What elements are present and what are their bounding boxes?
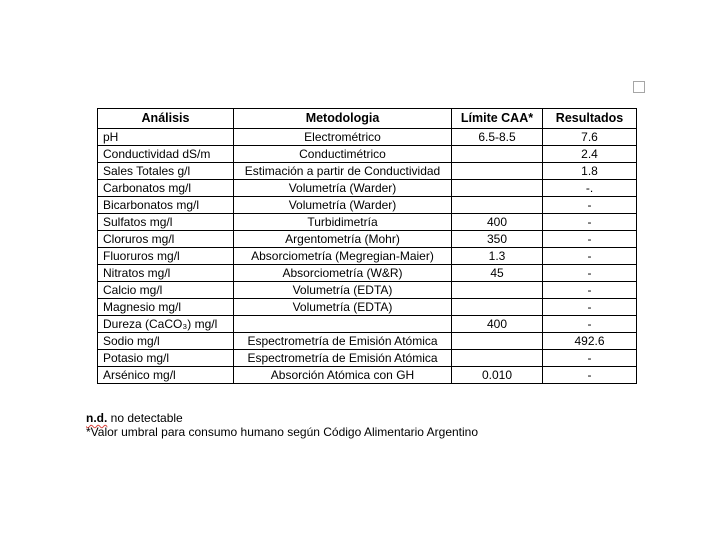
table-row <box>98 299 637 316</box>
header-metodologia: Metodologia <box>234 109 452 129</box>
cell-limite <box>452 282 543 299</box>
nd-note <box>86 411 478 425</box>
cell-metodologia: Espectrometría de Emisión Atómica <box>234 333 452 350</box>
cell-resultado: 492.6 <box>543 333 637 350</box>
cell-metodologia: Volumetría (Warder) <box>234 197 452 214</box>
cell-limite: 400 <box>452 316 543 333</box>
cell-resultado: -. <box>543 180 637 197</box>
cell-limite <box>452 163 543 180</box>
cell-metodologia: Absorción Atómica con GH <box>234 367 452 384</box>
cell-limite <box>452 146 543 163</box>
cell-limite <box>452 180 543 197</box>
cell-metodologia: Absorciometría (W&R) <box>234 265 452 282</box>
cell-resultado: - <box>543 282 637 299</box>
table-row <box>98 316 637 333</box>
cell-resultado: - <box>543 197 637 214</box>
cell-limite: 0.010 <box>452 367 543 384</box>
cell-limite <box>452 197 543 214</box>
footnotes <box>86 411 478 439</box>
table-row <box>98 197 637 214</box>
table-header-row <box>98 109 637 129</box>
table-row <box>98 214 637 231</box>
cell-metodologia: Electrométrico <box>234 129 452 146</box>
cell-analisis: Carbonatos mg/l <box>98 180 234 197</box>
cell-analisis: Dureza (CaCO₃) mg/l <box>98 316 234 333</box>
cell-metodologia: Volumetría (EDTA) <box>234 299 452 316</box>
header-resultados: Resultados <box>543 109 637 129</box>
cell-resultado: 2.4 <box>543 146 637 163</box>
caa-note: *Valor umbral para consumo humano según Código Alimentario Argentino <box>86 425 479 439</box>
cell-resultado: 7.6 <box>543 129 637 146</box>
cell-resultado: - <box>543 299 637 316</box>
cell-analisis: Potasio mg/l <box>98 350 234 367</box>
cell-limite <box>452 299 543 316</box>
table-row <box>98 248 637 265</box>
cell-resultado: 1.8 <box>543 163 637 180</box>
cell-analisis: Nitratos mg/l <box>98 265 234 282</box>
cell-analisis: Conductividad dS/m <box>98 146 234 163</box>
cell-limite <box>452 350 543 367</box>
cell-metodologia: Argentometría (Mohr) <box>234 231 452 248</box>
table-row <box>98 146 637 163</box>
nd-text: no detectable <box>107 411 183 425</box>
cell-metodologia: Conductimétrico <box>234 146 452 163</box>
cell-metodologia: Turbidimetría <box>234 214 452 231</box>
table-row <box>98 282 637 299</box>
cell-analisis: pH <box>98 129 234 146</box>
table-row <box>98 129 637 146</box>
header-limite: Límite CAA* <box>452 109 543 129</box>
cell-analisis: Sales Totales g/l <box>98 163 234 180</box>
cell-resultado: - <box>543 265 637 282</box>
cell-resultado: - <box>543 214 637 231</box>
cell-limite <box>452 333 543 350</box>
cell-analisis: Sodio mg/l <box>98 333 234 350</box>
cell-resultado: - <box>543 248 637 265</box>
cell-analisis: Calcio mg/l <box>98 282 234 299</box>
cell-resultado: - <box>543 316 637 333</box>
cell-resultado: - <box>543 367 637 384</box>
cell-metodologia: Volumetría (Warder) <box>234 180 452 197</box>
cell-resultado: - <box>543 350 637 367</box>
table-row <box>98 231 637 248</box>
cell-analisis: Bicarbonatos mg/l <box>98 197 234 214</box>
cell-analisis: Arsénico mg/l <box>98 367 234 384</box>
cell-limite: 350 <box>452 231 543 248</box>
table-row <box>98 350 637 367</box>
nd-abbreviation: n.d. <box>86 411 108 425</box>
table-row <box>98 163 637 180</box>
checkbox-placeholder <box>633 81 645 93</box>
cell-resultado: - <box>543 231 637 248</box>
cell-metodologia: Volumetría (EDTA) <box>234 282 452 299</box>
cell-limite: 1.3 <box>452 248 543 265</box>
cell-limite: 400 <box>452 214 543 231</box>
cell-analisis: Cloruros mg/l <box>98 231 234 248</box>
cell-analisis: Sulfatos mg/l <box>98 214 234 231</box>
cell-limite: 6.5-8.5 <box>452 129 543 146</box>
cell-analisis: Magnesio mg/l <box>98 299 234 316</box>
cell-limite: 45 <box>452 265 543 282</box>
cell-metodologia: Absorciometría (Megregian-Maier) <box>234 248 452 265</box>
cell-metodologia <box>234 316 452 333</box>
cell-analisis: Fluoruros mg/l <box>98 248 234 265</box>
header-analisis: Análisis <box>98 109 234 129</box>
table-row <box>98 180 637 197</box>
table-row <box>98 265 637 282</box>
table-row <box>98 333 637 350</box>
results-table <box>97 108 637 384</box>
table-row <box>98 367 637 384</box>
cell-metodologia: Espectrometría de Emisión Atómica <box>234 350 452 367</box>
cell-metodologia: Estimación a partir de Conductividad <box>234 163 452 180</box>
